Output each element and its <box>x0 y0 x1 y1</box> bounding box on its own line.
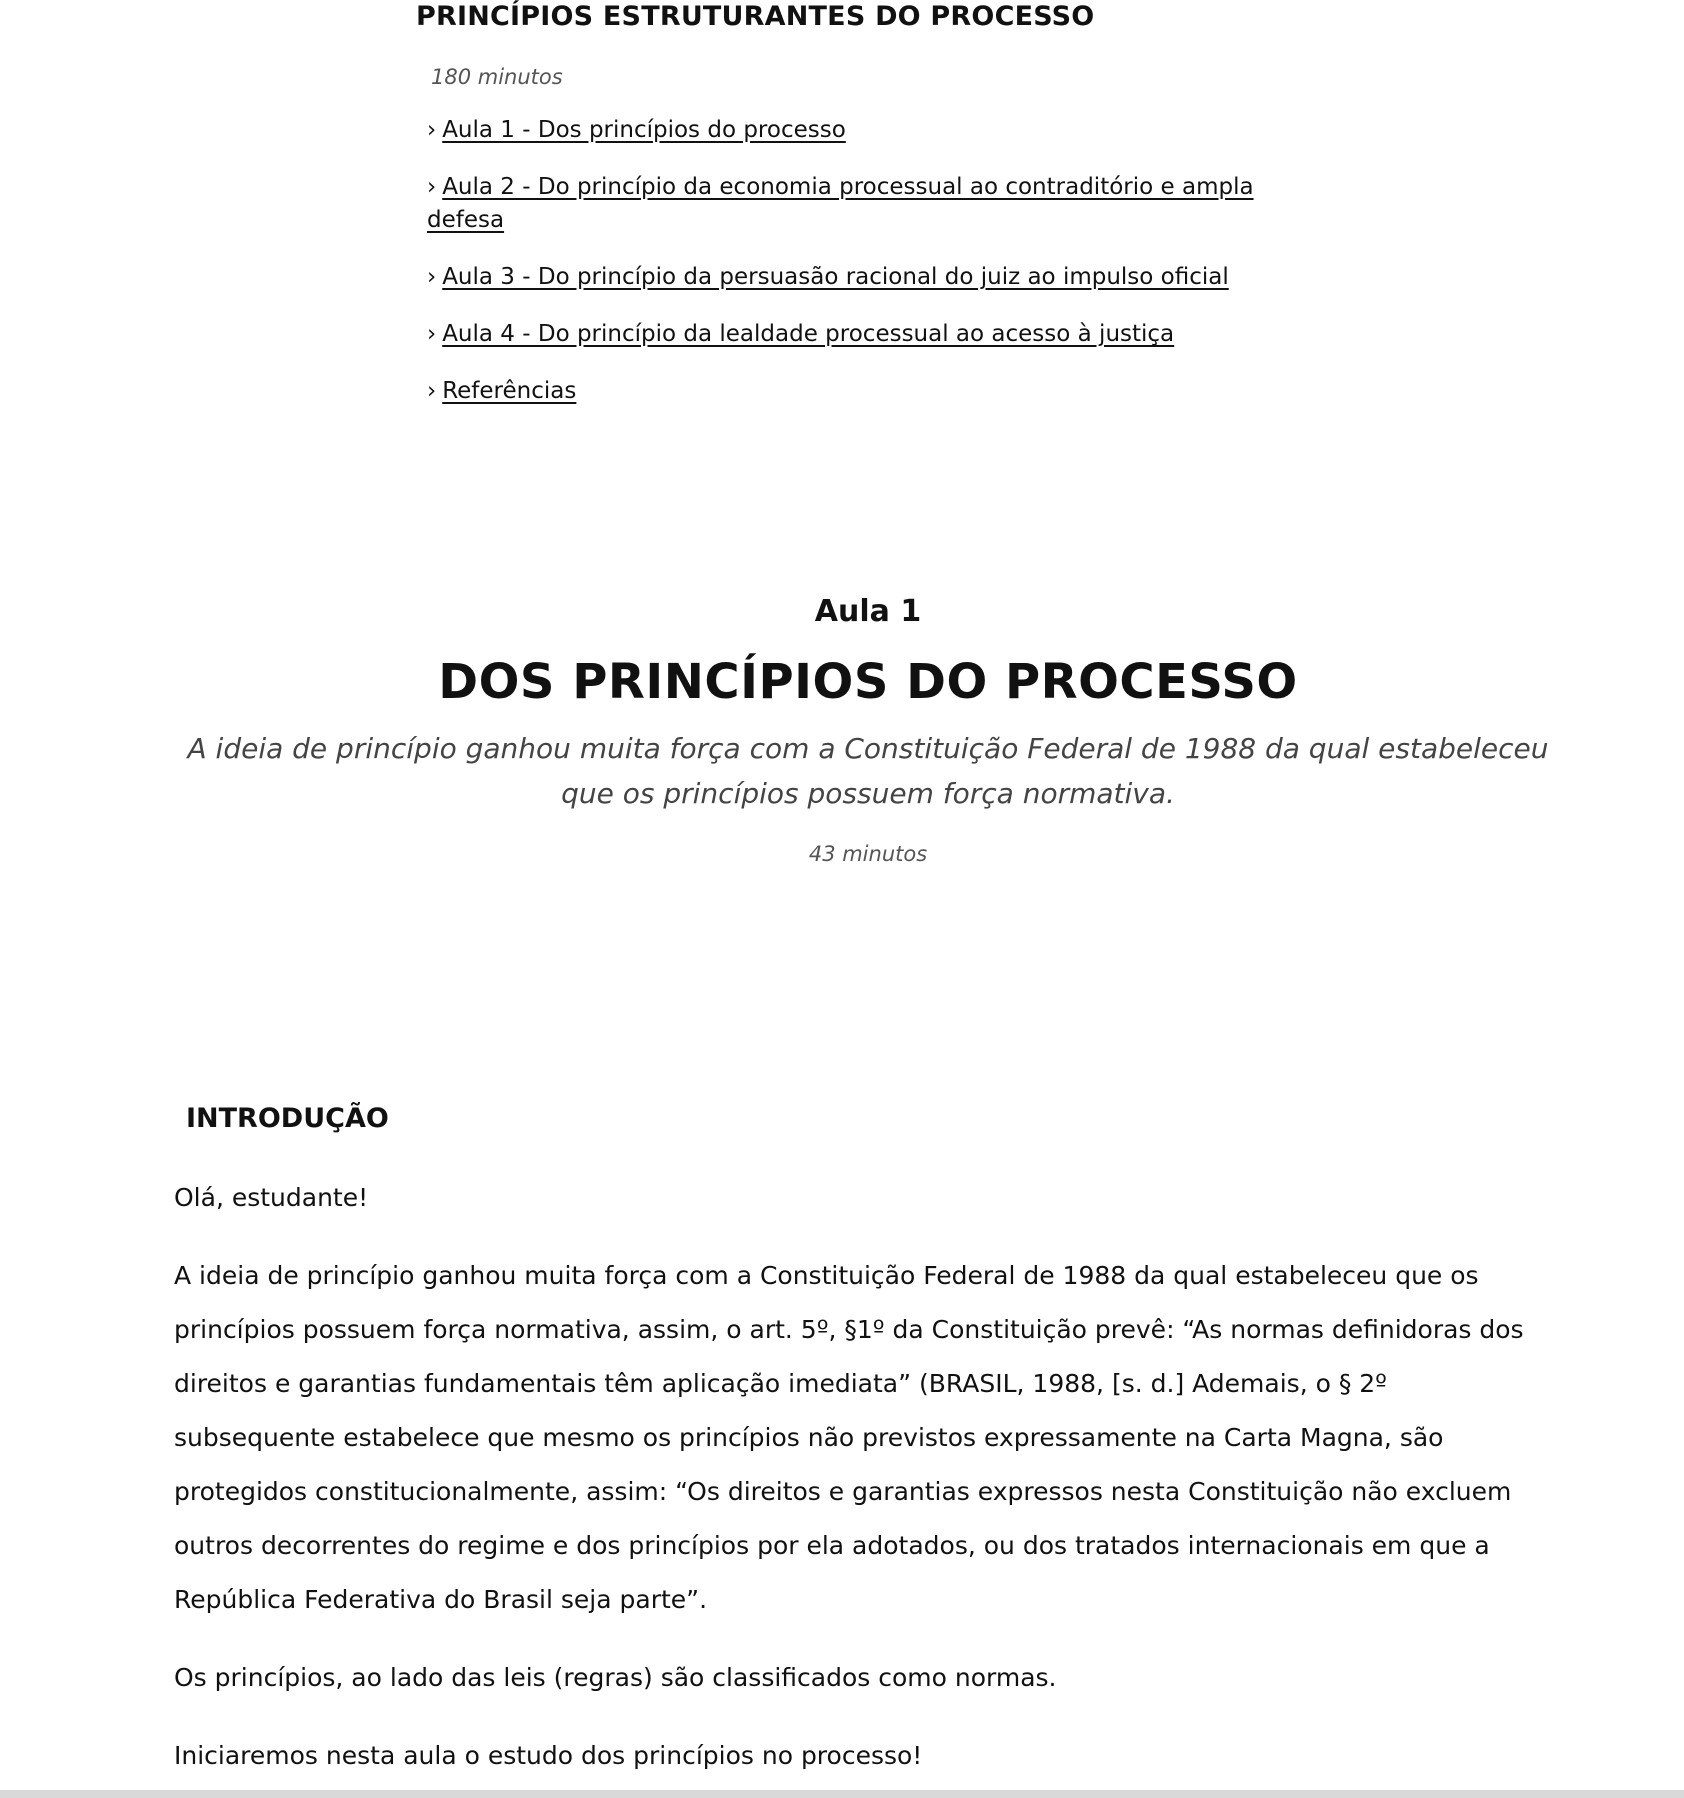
introduction-heading: INTRODUÇÃO <box>186 1103 389 1134</box>
chevron-right-icon: › <box>427 378 437 404</box>
toc-link-aula-4[interactable]: Aula 4 - Do princípio da lealdade processual ao acesso à justiça <box>442 321 1175 347</box>
course-title: PRINCÍPIOS ESTRUTURANTES DO PROCESSO <box>416 1 1095 32</box>
toc-link-aula-2[interactable]: Aula 2 - Do princípio da economia processual ao contraditório e ampla defesa <box>427 174 1254 233</box>
body-paragraph: Iniciaremos nesta aula o estudo dos princípios no processo! <box>174 1741 923 1770</box>
lesson-duration: 43 minutos <box>808 842 928 866</box>
chevron-right-icon: › <box>427 264 437 290</box>
course-header <box>416 0 1296 432</box>
lesson-title: DOS PRINCÍPIOS DO PROCESSO <box>438 654 1298 710</box>
lesson-number: Aula 1 <box>814 594 922 629</box>
toc-item-aula-1 <box>427 114 1257 147</box>
toc-item-aula-4 <box>427 318 1257 351</box>
toc-item-referencias <box>427 375 1257 408</box>
toc-item-aula-3 <box>427 261 1257 294</box>
lesson-subtitle: A ideia de princípio ganhou muita força com a Constituição Federal de 1988 da qual estabeleceu que os princípios possuem força normativa. <box>187 732 1549 810</box>
toc-item-aula-2 <box>427 171 1257 237</box>
introduction-body <box>174 1171 1554 1783</box>
chevron-right-icon: › <box>427 321 437 347</box>
course-duration: 180 minutos <box>431 65 563 89</box>
body-paragraph: A ideia de princípio ganhou muita força com a Constituição Federal de 1988 da qual estabeleceu que os princípios possuem força normativa, assim, o art. 5º, §1º da Constituição prevê: “As normas definidoras dos direitos e garantias fundamentais têm aplicação imediata” (BRASIL, 1988, [s. d.] Ademais, o § 2º subsequente estabelece que mesmo os princípios não previstos expressamente na Carta Magna, são protegidos constitucionalmente, assim: “Os direitos e garantias expressos nesta Constituição não excluem outros decorrentes do regime e dos princípios por ela adotados, ou dos tratados internacionais em que a República Federativa do Brasil seja parte”. <box>174 1261 1524 1614</box>
toc-link-aula-3[interactable]: Aula 3 - Do princípio da persuasão racional do juiz ao impulso oficial <box>442 264 1229 290</box>
toc-link-aula-1[interactable]: Aula 1 - Dos princípios do processo <box>442 117 846 143</box>
lesson-header <box>0 592 1684 866</box>
toc-link-referencias[interactable]: Referências <box>442 378 577 404</box>
chevron-right-icon: › <box>427 117 437 143</box>
greeting-paragraph: Olá, estudante! <box>174 1183 369 1212</box>
table-of-contents <box>416 114 1296 408</box>
chevron-right-icon: › <box>427 174 437 200</box>
horizontal-scrollbar[interactable] <box>0 1790 1684 1798</box>
body-paragraph: Os princípios, ao lado das leis (regras) são classificados como normas. <box>174 1663 1057 1692</box>
introduction-section <box>174 1095 1554 1783</box>
